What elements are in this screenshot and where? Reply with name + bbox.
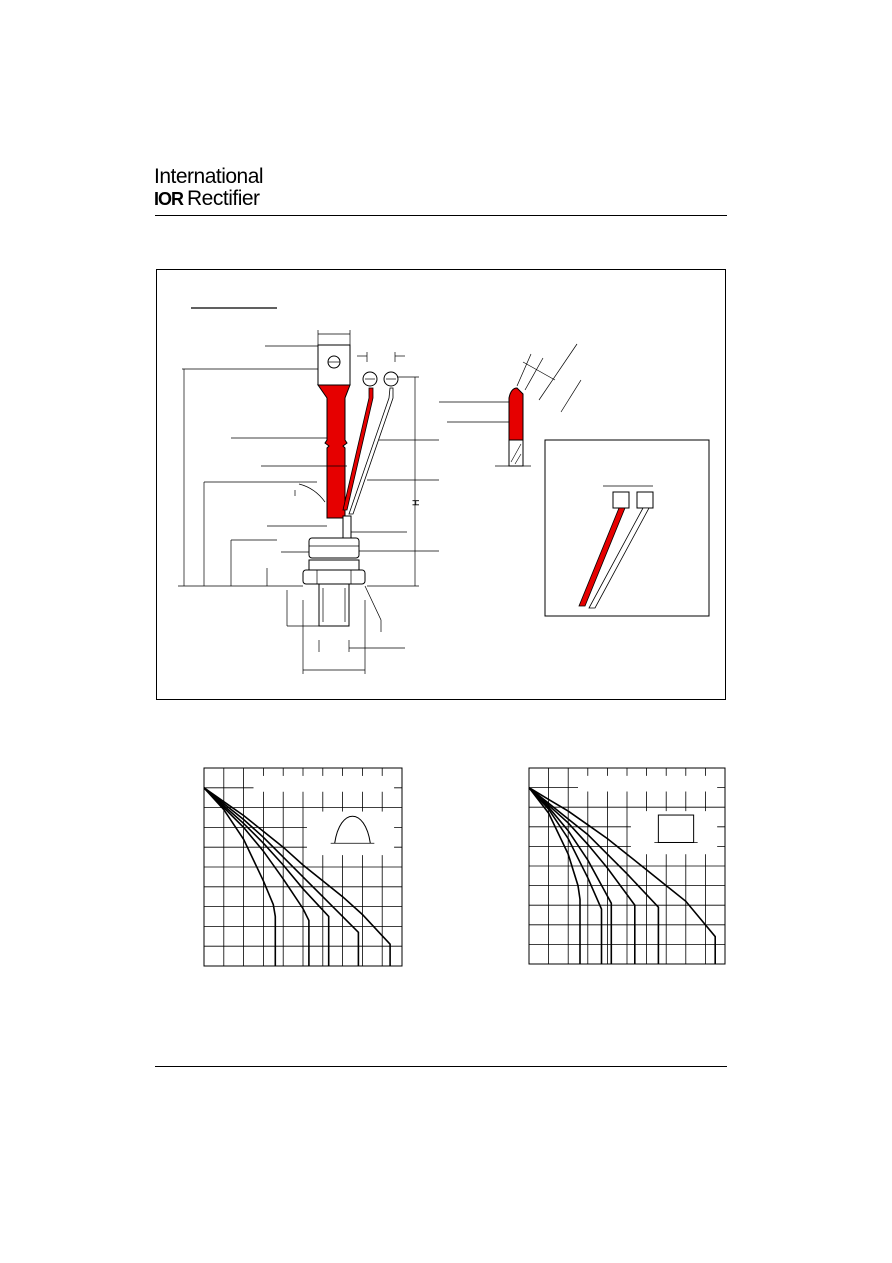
series-line-curve-4 (529, 788, 635, 964)
main-lead-red (318, 385, 350, 518)
logo-mark: IOR (154, 189, 184, 209)
chart-right-svg (528, 767, 726, 965)
inset-area (631, 811, 717, 854)
inset-area (307, 812, 394, 856)
series-line-curve-3 (529, 788, 611, 964)
series-line-curve-1 (204, 788, 275, 966)
legend-area (578, 776, 717, 792)
logo-text-line2: Rectifier (187, 187, 260, 210)
series-line-curve-2 (529, 788, 602, 964)
gate-terminal-inset (545, 440, 709, 616)
logo-text-line2-wrapper (154, 188, 264, 210)
logo-text-line1: International (154, 165, 264, 188)
threaded-stud (319, 584, 349, 626)
dimension-label-h: H (411, 499, 421, 506)
footer-rule (155, 1066, 727, 1067)
company-logo (154, 166, 264, 210)
legend-area (254, 776, 395, 792)
chart-right (528, 767, 726, 965)
outline-drawing (157, 270, 727, 701)
outline-drawing-frame (156, 269, 726, 700)
hex-nut (303, 570, 365, 584)
chart-left-svg (203, 767, 403, 967)
header-rule (155, 215, 727, 216)
device-body (309, 538, 359, 558)
chart-left (203, 767, 403, 967)
